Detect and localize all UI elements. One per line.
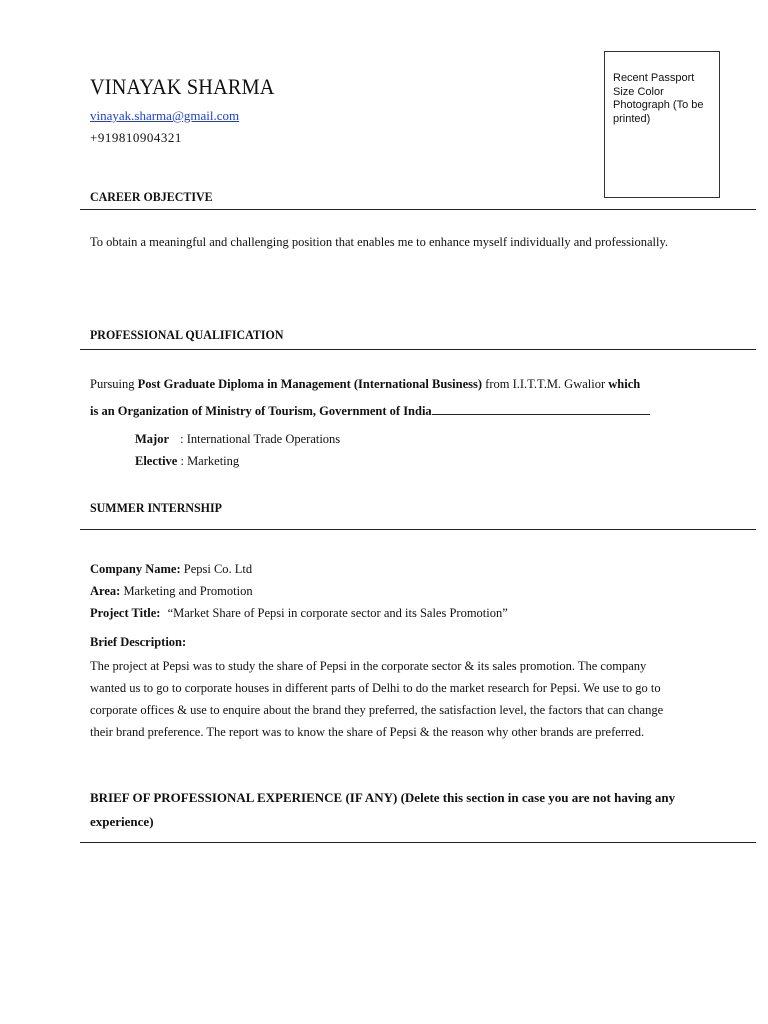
section-divider [80, 209, 756, 210]
qualification-which: which [608, 377, 641, 391]
photo-placeholder [604, 51, 720, 198]
brief-description-label [90, 631, 186, 653]
career-objective-text: To obtain a meaningful and challenging position that enables me to enhance myself individually and professionally. [90, 235, 669, 249]
area-row [90, 580, 253, 602]
qualification-org: is an Organization of Ministry of Tourism, Government of India [90, 404, 432, 418]
area-value: Marketing and Promotion [123, 584, 253, 598]
section-divider [80, 529, 756, 530]
phone-number: +919810904321 [90, 130, 182, 145]
brief-label-text: Brief Description: [90, 635, 187, 649]
project-value: “Market Share of Pepsi in corporate sector and its Sales Promotion” [167, 606, 508, 620]
qualification-text [90, 371, 710, 425]
company-label: Company Name: [90, 562, 181, 576]
project-label: Project Title: [90, 606, 161, 620]
professional-experience-heading: BRIEF OF PROFESSIONAL EXPERIENCE (IF ANY) (Delete this section in case you are not having any experience) [90, 790, 676, 829]
candidate-name: VINAYAK SHARMA [90, 74, 275, 99]
summer-internship-heading: SUMMER INTERNSHIP [90, 500, 222, 515]
career-objective-heading: CAREER OBJECTIVE [90, 189, 213, 204]
qualification-pursuing: Pursuing [90, 377, 135, 391]
project-row [90, 602, 508, 624]
company-value: Pepsi Co. Ltd [183, 562, 253, 576]
section-divider [80, 349, 756, 350]
major-row [135, 428, 340, 450]
elective-value: : Marketing [180, 454, 240, 468]
area-label: Area: [90, 584, 121, 598]
elective-row [135, 450, 239, 472]
email-link[interactable]: vinayak.sharma@gmail.com [90, 108, 240, 123]
brief-description-text: The project at Pepsi was to study the share of Pepsi in the corporate sector & its sales promotion. The company wanted us to go to corporate houses in different parts of Delhi to do the market research for Pepsi. We use to go to corporate offices & use to enquire about the brand they preferred, the satisfaction level, the factors that can change their brand preference. The report was to know the share of Pepsi & the reason why other brands are preferred. [90, 659, 664, 739]
major-value: : International Trade Operations [180, 432, 341, 446]
major-label: Major [135, 432, 170, 446]
section-divider [80, 842, 756, 843]
company-row [90, 558, 252, 580]
qualification-from: from I.I.T.T.M. Gwalior [485, 377, 606, 391]
qualification-program: Post Graduate Diploma in Management (International Business) [137, 377, 483, 391]
elective-label: Elective [135, 454, 178, 468]
professional-qualification-heading: PROFESSIONAL QUALIFICATION [90, 327, 284, 342]
photo-placeholder-text: Recent Passport Size Color Photograph (To be printed) [613, 72, 704, 125]
blank-underline [432, 413, 650, 415]
